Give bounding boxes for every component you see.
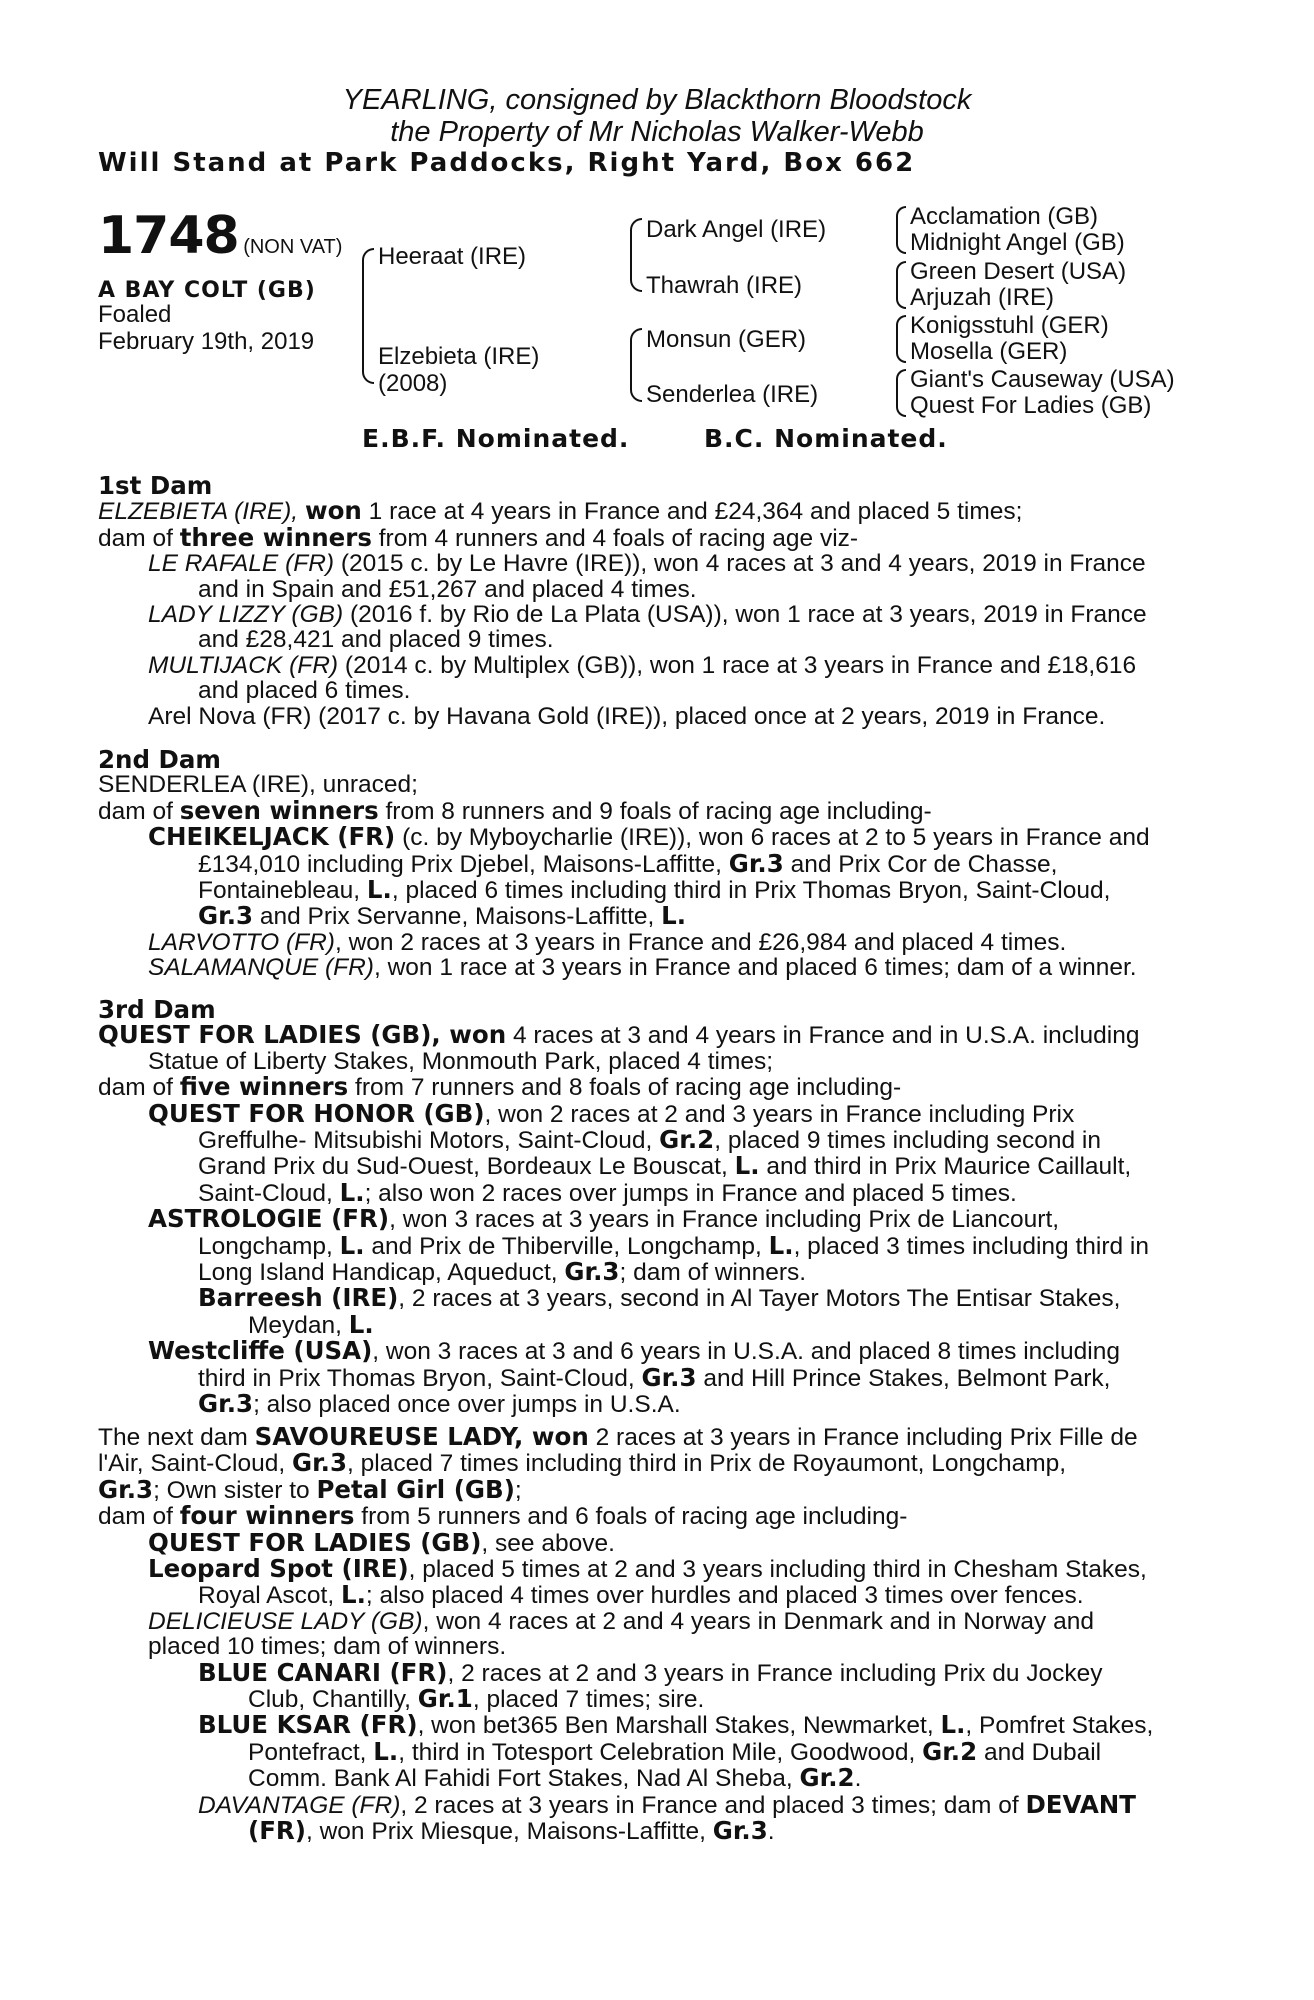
text-run: , won 4 races at 2 and 4 years in Denmark and in Norway and <box>422 1607 1094 1635</box>
bc-nomination: B.C. Nominated. <box>704 424 948 453</box>
dd-sire: Giant's Causeway (USA) <box>910 366 1175 393</box>
sd-sire: Green Desert (USA) <box>910 258 1127 285</box>
text-run: Gr.2 <box>799 1763 855 1793</box>
produce-entry-cont <box>98 1362 1192 1392</box>
produce-entry <box>98 1527 1192 1557</box>
text-run: DAVANTAGE (FR) <box>198 1791 401 1819</box>
first-dam-section <box>98 473 1192 729</box>
text-run: Pontefract, <box>248 1738 367 1766</box>
dd-dam: Quest For Ladies (GB) <box>910 392 1152 419</box>
pedigree-brace <box>896 315 906 363</box>
pedigree-brace <box>362 248 374 384</box>
grand-produce-entry <box>98 1789 1192 1819</box>
text-run: (FR) <box>248 1816 306 1846</box>
text-run: ; also placed 4 times over hurdles and placed 3 times over fences. <box>365 1582 1084 1610</box>
section-heading: 3rd Dam <box>98 995 216 1024</box>
produce-entry-cont <box>98 1736 1192 1766</box>
foaled-date: February 19th, 2019 <box>98 328 315 355</box>
text-run: from 5 runners and 6 foals of racing age including- <box>361 1503 908 1531</box>
pedigree-brace <box>896 369 906 417</box>
text-run: three winners <box>179 522 372 552</box>
section-heading: 2nd Dam <box>98 745 221 774</box>
ds-sire: Konigsstuhl (GER) <box>910 312 1109 339</box>
text-run: Long Island Handicap, Aqueduct, <box>198 1259 558 1287</box>
vat-status: (NON VAT) <box>243 236 343 258</box>
dam-sire: Monsun (GER) <box>646 326 807 353</box>
text-run: dam of <box>98 797 173 825</box>
text-run: Gr.3 <box>712 1816 768 1846</box>
property-line: the Property of Mr Nicholas Walker-Webb <box>390 116 924 148</box>
produce-summary <box>98 1074 1192 1100</box>
text-run: , won <box>431 1020 507 1050</box>
text-run: and Prix de Thiberville, Longchamp, <box>371 1232 762 1260</box>
text-run: and Hill Prince Stakes, Belmont Park, <box>703 1364 1111 1392</box>
text-run: from 7 runners and 8 foals of racing age including- <box>355 1074 902 1102</box>
text-run: and Dubail <box>983 1738 1102 1766</box>
text-run: and Prix Servanne, Maisons-Laffitte, <box>259 903 655 931</box>
text-run: QUEST FOR LADIES (GB) <box>98 1020 432 1050</box>
text-run: Barreesh (IRE) <box>198 1283 399 1313</box>
text-run: DEVANT <box>1025 1789 1137 1819</box>
produce-summary <box>98 522 1192 552</box>
ss-dam: Midnight Angel (GB) <box>910 229 1125 256</box>
text-run: . <box>767 1818 775 1846</box>
text-run: 4 races at 3 and 4 years in France and in U.S.A. including <box>512 1022 1140 1050</box>
text-run: four winners <box>179 1501 355 1531</box>
produce-summary <box>98 1503 1192 1529</box>
text-run: (c. by Myboycharlie (IRE)), won 6 races at 2 to 5 years in France and <box>402 824 1150 852</box>
lot-number: 1748 <box>98 206 239 266</box>
text-run: Gr.3 <box>198 901 254 931</box>
ss-sire: Acclamation (GB) <box>910 203 1099 230</box>
text-run: (2016 f. by Rio de La Plata (USA)), won 1 race at 3 years, 2019 in France <box>349 601 1147 629</box>
produce-entry-cont: placed 10 times; dam of winners. <box>148 1633 507 1661</box>
text-run: 1 race at 4 years in France and £24,364 and placed 5 times; <box>368 498 1023 526</box>
produce-entry <box>98 1098 1192 1128</box>
text-run: BLUE KSAR (FR) <box>198 1710 418 1740</box>
produce-entry-cont <box>98 1153 1192 1179</box>
pedigree-brace <box>896 261 906 309</box>
produce-entry-cont <box>98 1309 1192 1339</box>
text-run: Comm. Bank Al Fahidi Fort Stakes, Nad Al Sheba, <box>248 1765 793 1793</box>
produce-entry-cont <box>98 1391 1192 1417</box>
text-run: l'Air, Saint-Cloud, <box>98 1450 286 1478</box>
text-run: (2015 c. by Le Havre (IRE)), won 4 races at 3 and 4 years, 2019 in France <box>340 550 1146 578</box>
text-run: Westcliffe (USA) <box>148 1336 373 1366</box>
produce-entry-cont: and in Spain and £51,267 and placed 4 times. <box>198 575 697 603</box>
text-run: , placed 7 times; sire. <box>472 1686 705 1714</box>
produce-entry-cont <box>98 1765 1192 1791</box>
produce-entry-cont <box>98 903 1192 929</box>
dam-record-cont <box>98 1450 1192 1476</box>
text-run: , placed 5 times at 2 and 3 years including third in Chesham Stakes, <box>408 1556 1147 1584</box>
second-dam-section <box>98 747 1192 981</box>
text-run: seven winners <box>179 795 379 825</box>
text-run: L. <box>339 1177 365 1207</box>
produce-entry <box>98 955 1192 980</box>
text-run: from 8 runners and 9 foals of racing age including- <box>385 797 932 825</box>
pedigree-brace <box>630 328 642 402</box>
text-run: LADY LIZZY (GB) <box>148 601 344 629</box>
dam-record: SENDERLEA (IRE), unraced; <box>98 771 418 799</box>
text-run: ELZEBIETA (IRE), <box>98 498 299 526</box>
sire-sire: Dark Angel (IRE) <box>646 216 827 243</box>
ebf-nomination: E.B.F. Nominated. <box>362 424 630 453</box>
lot-heading <box>98 206 342 266</box>
text-run: , 2 races at 2 and 3 years in France including Prix du Jockey <box>447 1659 1103 1687</box>
text-run: , placed 7 times including third in Prix de Royaumont, Longchamp, <box>347 1450 1067 1478</box>
text-run: , 2 races at 3 years, second in Al Tayer Motors The Entisar Stakes, <box>398 1285 1121 1313</box>
text-run: LE RAFALE (FR) <box>148 550 335 578</box>
text-run: , won 1 race at 3 years in France and placed 6 times; dam of a winner. <box>373 954 1137 982</box>
text-run: SAVOUREUSE LADY <box>254 1422 515 1451</box>
text-run: Gr.1 <box>417 1684 473 1714</box>
text-run: dam of <box>98 1503 173 1531</box>
dam-record-cont: Statue of Liberty Stakes, Monmouth Park, placed 4 times; <box>148 1047 774 1075</box>
produce-entry <box>98 1338 1192 1364</box>
text-run: L. <box>341 1580 366 1610</box>
pedigree-brace <box>630 218 642 292</box>
text-run: Gr.3 <box>291 1448 348 1478</box>
text-run: Grand Prix du Sud-Ouest, Bordeaux Le Bouscat, <box>198 1153 728 1181</box>
text-run: L. <box>940 1710 966 1740</box>
dam-record <box>98 498 1192 524</box>
consignor-line: YEARLING, consigned by Blackthorn Bloodstock <box>342 84 972 116</box>
text-run: , won 3 races at 3 years in France including Prix de Liancourt, <box>389 1206 1060 1234</box>
sire: Heeraat (IRE) <box>378 243 527 270</box>
text-run: BLUE CANARI (FR) <box>198 1657 448 1687</box>
produce-entry-cont <box>98 1230 1192 1260</box>
foaled-label: Foaled <box>98 301 172 328</box>
produce-entry <box>98 1609 1192 1634</box>
text-run: SALAMANQUE (FR) <box>148 954 374 982</box>
text-run: L. <box>373 1736 399 1766</box>
text-run: Greffulhe- Mitsubishi Motors, Saint-Cloud, <box>198 1127 653 1155</box>
produce-summary <box>98 795 1192 825</box>
text-run: (2014 c. by Multiplex (GB)), won 1 race at 3 years in France and £18,616 <box>344 651 1137 679</box>
text-run: , third in Totesport Celebration Mile, Goodwood, <box>398 1738 916 1766</box>
text-run: MULTIJACK (FR) <box>148 651 339 679</box>
text-run: £134,010 including Prix Djebel, Maisons-Laffitte, <box>198 850 722 878</box>
produce-entry-cont <box>98 848 1192 878</box>
text-run: L. <box>734 1151 760 1181</box>
text-run: L. <box>348 1309 374 1339</box>
text-run: dam of <box>98 1074 173 1102</box>
text-run: 2 races at 3 years in France including Prix Fille de <box>595 1424 1138 1451</box>
ds-dam: Mosella (GER) <box>910 338 1068 365</box>
text-run: Petal Girl (GB) <box>316 1474 515 1504</box>
text-run: Fontainebleau, <box>198 877 361 905</box>
text-run: won <box>304 496 362 526</box>
text-run: dam of <box>98 524 173 552</box>
dam-record <box>98 1022 1192 1048</box>
dam-year: (2008) <box>378 370 448 397</box>
text-run: L. <box>768 1230 794 1260</box>
produce-entry-cont <box>98 1686 1192 1712</box>
text-run: L. <box>661 901 687 931</box>
grand-produce-entry <box>98 1712 1192 1738</box>
produce-entry-cont <box>98 1818 1192 1844</box>
text-run: L. <box>339 1230 365 1260</box>
grand-produce-entry <box>98 1285 1192 1311</box>
produce-entry-cont: and placed 6 times. <box>198 677 411 705</box>
text-run: Gr.3 <box>98 1474 154 1504</box>
text-run: , won 2 races at 3 years in France and £26,984 and placed 4 times. <box>334 928 1067 956</box>
text-run: Longchamp, <box>198 1232 333 1260</box>
text-run: The next dam <box>98 1424 248 1451</box>
dam-dam: Senderlea (IRE) <box>646 381 819 408</box>
produce-entry <box>98 1206 1192 1232</box>
third-dam-section <box>98 997 1192 1418</box>
produce-entry <box>98 824 1192 850</box>
produce-entry-cont <box>98 1127 1192 1153</box>
dam-record <box>98 1424 1192 1450</box>
text-run: , won <box>514 1422 589 1451</box>
produce-entry <box>98 551 1192 576</box>
text-run: ASTROLOGIE (FR) <box>148 1204 390 1234</box>
text-run: . <box>854 1765 862 1793</box>
grand-produce-entry <box>98 1657 1192 1687</box>
text-run: five winners <box>179 1072 349 1102</box>
text-run: , won 3 races at 3 and 6 years in U.S.A. and placed 8 times including <box>372 1338 1120 1366</box>
text-run: QUEST FOR LADIES (GB) <box>148 1527 482 1557</box>
text-run: Gr.3 <box>198 1389 254 1419</box>
text-run: Leopard Spot (IRE) <box>148 1554 409 1584</box>
text-run: Gr.3 <box>564 1257 620 1287</box>
dam-record-cont <box>98 1474 1192 1504</box>
lot-title: A BAY COLT (GB) <box>98 278 316 303</box>
produce-entry-cont <box>98 1259 1192 1285</box>
produce-entry <box>98 930 1192 955</box>
produce-entry <box>98 653 1192 678</box>
pedigree-brace <box>896 206 906 254</box>
text-run: , won Prix Miesque, Maisons-Laffitte, <box>306 1818 706 1846</box>
text-run: Gr.3 <box>641 1362 697 1392</box>
produce-entry-cont <box>98 1177 1192 1207</box>
text-run: , see above. <box>481 1529 615 1557</box>
produce-entry-cont <box>98 877 1192 903</box>
sire-dam: Thawrah (IRE) <box>646 272 803 299</box>
text-run: Gr.2 <box>659 1125 715 1155</box>
sd-dam: Arjuzah (IRE) <box>910 284 1055 311</box>
location-line: Will Stand at Park Paddocks, Right Yard, Box 662 <box>98 148 916 178</box>
produce-entry <box>98 1556 1192 1582</box>
text-run: ; Own sister to <box>153 1476 310 1504</box>
text-run: ; dam of winners. <box>619 1259 807 1287</box>
dam: Elzebieta (IRE) <box>378 343 540 370</box>
produce-entry <box>98 602 1192 627</box>
text-run: ; <box>514 1476 522 1504</box>
text-run: , placed 9 times including second in <box>714 1127 1102 1155</box>
produce-entry-cont: and £28,421 and placed 9 times. <box>198 626 554 654</box>
text-run: Gr.2 <box>922 1736 978 1766</box>
text-run: ; also placed once over jumps in U.S.A. <box>253 1391 681 1419</box>
text-run: and third in Prix Maurice Caillault, <box>766 1153 1132 1181</box>
text-run: Royal Ascot, <box>198 1582 335 1610</box>
text-run: Club, Chantilly, <box>248 1686 411 1714</box>
text-run: Gr.3 <box>728 848 784 878</box>
text-run: , placed 6 times including third in Prix Thomas Bryon, Saint-Cloud, <box>391 877 1111 905</box>
text-run: and Prix Cor de Chasse, <box>790 850 1058 878</box>
text-run: , placed 3 times including third in <box>793 1232 1150 1260</box>
text-run: DELICIEUSE LADY (GB) <box>148 1607 423 1635</box>
text-run: third in Prix Thomas Bryon, Saint-Cloud, <box>198 1364 635 1392</box>
text-run: Meydan, <box>248 1311 342 1339</box>
text-run: CHEIKELJACK (FR) <box>148 822 396 852</box>
section-heading: 1st Dam <box>98 471 213 500</box>
produce-entry-cont <box>98 1582 1192 1608</box>
next-dam-section <box>98 1424 1192 1845</box>
text-run: from 4 runners and 4 foals of racing age viz- <box>378 524 859 552</box>
text-run: , won 2 races at 2 and 3 years in France including Prix <box>484 1100 1075 1128</box>
text-run: LARVOTTO (FR) <box>148 928 335 956</box>
text-run: , Pomfret Stakes, <box>965 1712 1154 1740</box>
text-run: ; also won 2 races over jumps in France and placed 5 times. <box>364 1179 1017 1207</box>
text-run: QUEST FOR HONOR (GB) <box>148 1098 485 1128</box>
text-run: , 2 races at 3 years in France and placed 3 times; dam of <box>400 1791 1019 1819</box>
produce-entry: Arel Nova (FR) (2017 c. by Havana Gold (IRE)), placed once at 2 years, 2019 in France. <box>148 702 1106 730</box>
text-run: L. <box>366 875 392 905</box>
text-run: Saint-Cloud, <box>198 1179 333 1207</box>
text-run: , won bet365 Ben Marshall Stakes, Newmarket, <box>417 1712 934 1740</box>
